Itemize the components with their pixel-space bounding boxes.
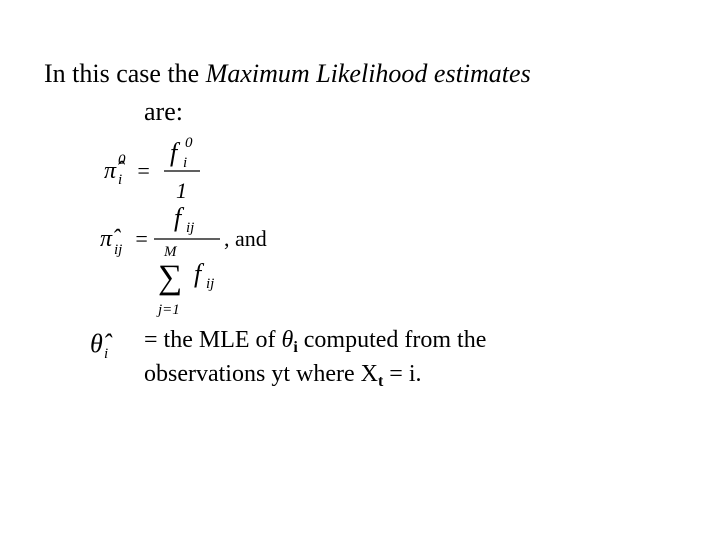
pi0-num-sup: 0: [185, 135, 193, 151]
pi0-den: 1: [176, 178, 187, 203]
pi0-sup: 0: [118, 152, 126, 168]
theta-desc-suffix: computed from the: [297, 327, 487, 353]
formula-pij: [96, 200, 296, 320]
formula-pi0: [96, 134, 236, 204]
intro-emphasis: Maximum Likelihood estimates: [205, 59, 531, 88]
pij-trailing: , and: [224, 226, 267, 251]
pi0-symbol: π̂: [104, 158, 117, 184]
pi0-sub: i: [118, 172, 123, 188]
pij-sum-sign: ∑: [158, 259, 183, 296]
pij-den-sub: ij: [206, 276, 215, 292]
theta-desc-prefix: = the MLE of: [144, 327, 282, 353]
intro-line-2: are:: [144, 97, 183, 126]
obs-prefix: observations yt where X: [144, 361, 378, 387]
obs-suffix: = i.: [383, 361, 422, 387]
formula-theta: [80, 316, 130, 366]
pij-sum-upper: M: [164, 244, 177, 260]
intro-prefix: In this case the: [44, 59, 206, 88]
theta-inline: θ: [281, 327, 294, 353]
theta-desc-line-2: [144, 359, 421, 397]
pi0-equals: =: [136, 158, 151, 183]
pij-num-sub: ij: [186, 220, 195, 236]
theta-inline-sub: i: [293, 339, 298, 356]
pij-sum-lower: j=1: [158, 302, 180, 318]
pij-num: f: [174, 203, 182, 232]
pij-sub: ij: [114, 242, 123, 258]
pi0-num-sub: i: [183, 155, 188, 171]
theta-sub: i: [104, 346, 109, 362]
pij-symbol: π̂: [100, 226, 113, 252]
theta-desc-line-1: [144, 325, 486, 363]
pij-equals: =: [134, 226, 149, 251]
pi0-num: f: [170, 138, 178, 167]
intro-line-1: [44, 58, 531, 90]
pij-den-term: f: [194, 259, 202, 288]
obs-sub: t: [377, 373, 384, 390]
theta-symbol: θ̂: [90, 329, 103, 358]
